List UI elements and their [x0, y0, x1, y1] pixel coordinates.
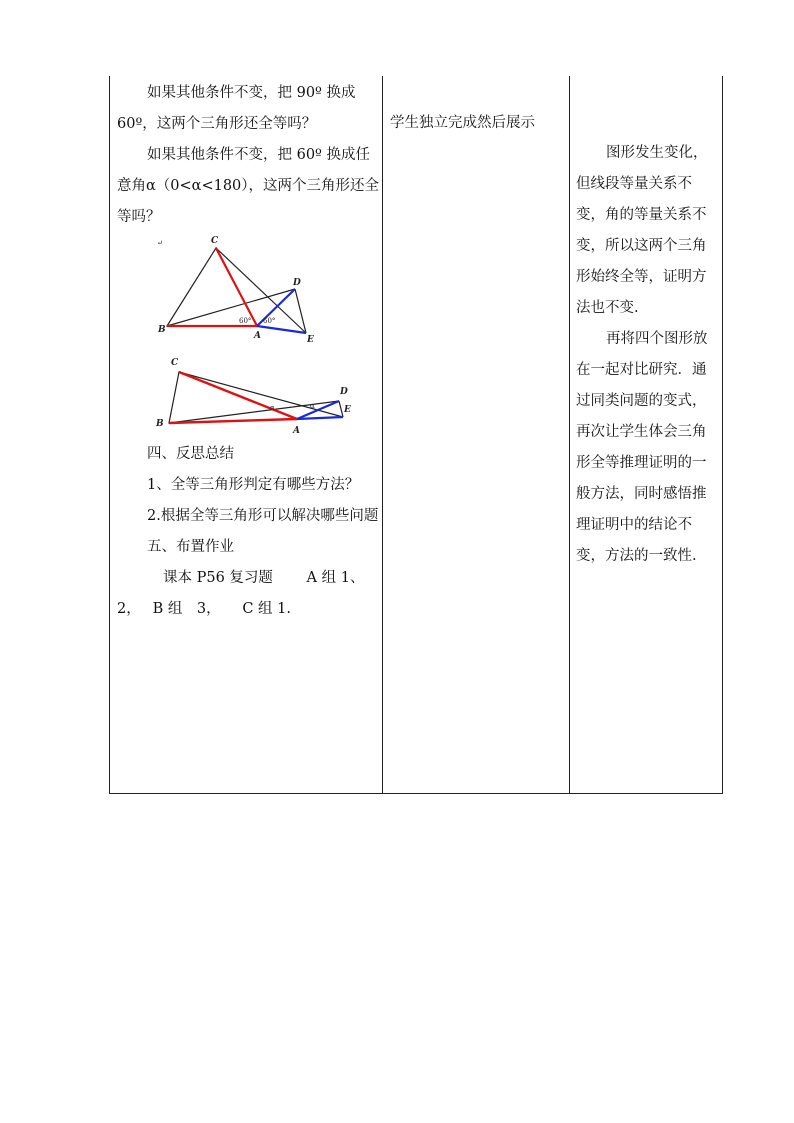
homework-line-2: 2， B 组 3， C 组 1. — [117, 601, 291, 617]
teaching-content-column — [117, 76, 381, 625]
lesson-table — [109, 76, 723, 794]
section-homework-heading: 五、布置作业 — [147, 539, 234, 555]
question-any-angle: 如果其他条件不变，把 60º 换成任意角α（0<α<180），这两个三角形还全等吗？ — [117, 147, 380, 225]
reflection-question-2: 2.根据全等三角形可以解决哪些问题 — [147, 508, 379, 524]
student-activity-column — [390, 108, 570, 139]
table-border-left — [109, 76, 110, 794]
column-divider-1 — [382, 76, 383, 794]
label-E: E — [344, 405, 351, 415]
triangle-figure-1 — [117, 233, 381, 353]
question-60-degrees: 如果其他条件不变，把 90º 换成 60º，这两个三角形还全等吗？ — [117, 85, 356, 132]
reflection-question-1: 1、全等三角形判定有哪些方法？ — [147, 477, 360, 493]
alpha-label-1: α — [270, 404, 275, 412]
label-C: C — [171, 358, 179, 368]
student-activity-text: 学生独立完成然后展示 — [390, 115, 535, 131]
table-border-right — [722, 76, 723, 794]
alpha-label-2: α — [310, 402, 315, 410]
column-divider-2 — [569, 76, 570, 794]
design-intent-column — [576, 138, 716, 572]
label-B: B — [156, 419, 164, 429]
label-E: E — [307, 335, 314, 345]
label-D: D — [340, 387, 348, 397]
angle-label-2: 60° — [263, 317, 276, 325]
table-border-bottom — [109, 793, 723, 794]
label-C: C — [211, 236, 219, 246]
angle-label-1: 60° — [239, 317, 252, 325]
svg-text:↵: ↵ — [157, 239, 163, 247]
design-intent-paragraph-1: 图形发生变化，但线段等量关系不变，角的等量关系不变，所以这两个三角形始终全等，证明方法也不变. — [576, 145, 708, 316]
design-intent-paragraph-2: 再将四个图形放在一起对比研究．通过同类问题的变式，再次让学生体会三角形全等推理证明的一般方法，同时感悟推理证明中的结论不变，方法的一致性. — [576, 331, 708, 564]
label-A: A — [293, 426, 300, 436]
label-A: A — [254, 331, 261, 341]
section-reflection-heading: 四、反思总结 — [147, 446, 234, 462]
triangle-figure-2 — [117, 353, 381, 439]
label-D: D — [293, 278, 301, 288]
homework-line-1: 课本 P56 复习题 A 组 1、 — [163, 570, 365, 586]
label-B: B — [158, 325, 166, 335]
